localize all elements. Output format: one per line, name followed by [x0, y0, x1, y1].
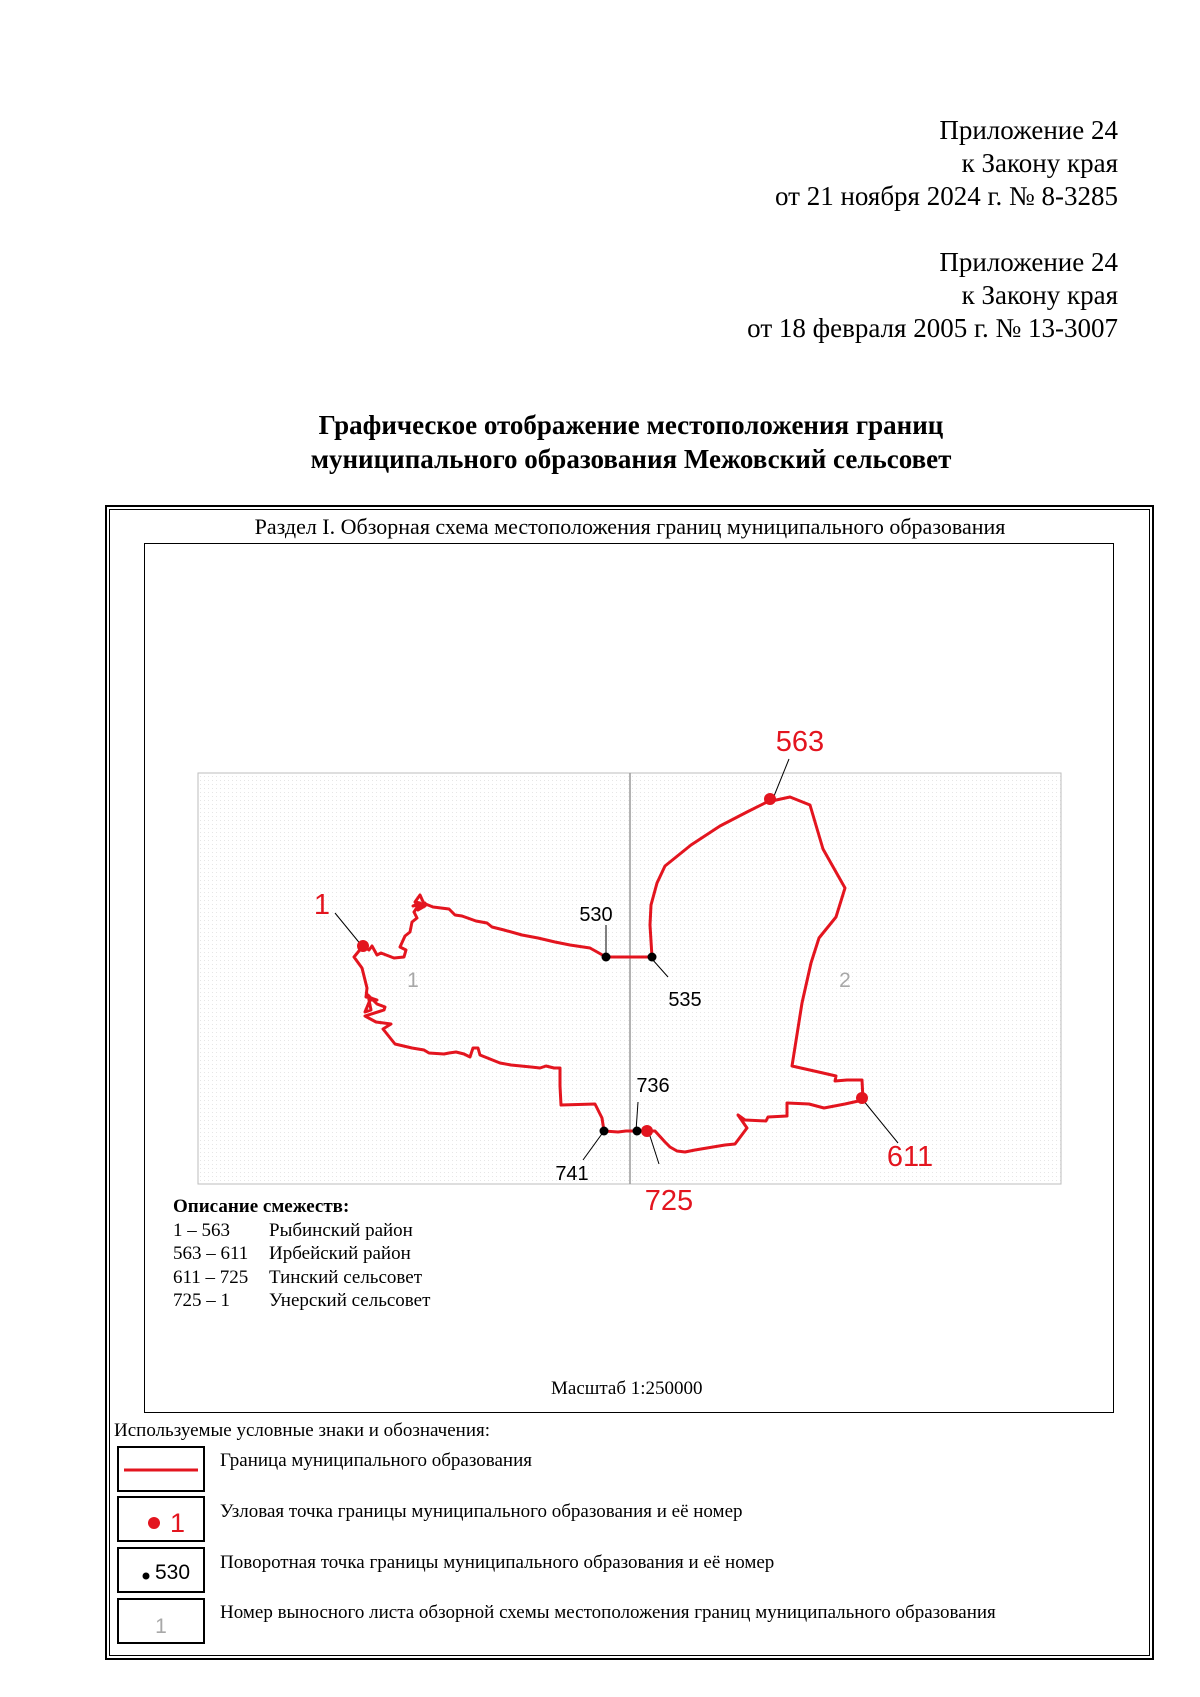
section-title: Раздел I. Обзорная схема местоположения границ муниципального образования: [254, 514, 1006, 539]
nodal-label-563: 563: [775, 726, 825, 758]
turning-label-736: 736: [636, 1075, 670, 1097]
adjacency-row: [173, 1242, 430, 1266]
legend-nodal-number: 1: [170, 1508, 186, 1538]
adjacency-name: Ирбейский район: [269, 1243, 411, 1264]
title-line: Графическое отображение местоположения границ: [318, 410, 944, 440]
adjacency-name: Унерский сельсовет: [269, 1290, 431, 1311]
legend-symbol-turning-point: [117, 1547, 205, 1593]
legend-text-sheet-number: Номер выносного листа обзорной схемы местоположения границ муниципального образования: [220, 1602, 996, 1623]
legend-symbol-sheet-number: [117, 1598, 205, 1644]
turning-point-icon: [119, 1549, 203, 1591]
adjacency-range: 1 – 563: [173, 1219, 230, 1241]
appendix-line: Приложение 24: [939, 115, 1118, 145]
adjacency-name: Рыбинский район: [269, 1219, 413, 1241]
appendix-line: Приложение 24: [939, 247, 1118, 277]
adjacency-row: [173, 1289, 430, 1313]
appendix-line: к Закону края: [961, 280, 1118, 310]
adjacency-range: 725 – 1: [173, 1290, 230, 1311]
map-scale: Масштаб 1:250000: [551, 1378, 703, 1399]
nodal-point-725: [641, 1125, 653, 1137]
nodal-point-611: [856, 1092, 868, 1104]
adjacency-row: [173, 1219, 430, 1243]
turning-point-530: [602, 953, 611, 962]
sheet-number-2: 2: [839, 969, 851, 992]
legend-turning-number: 530: [155, 1561, 191, 1584]
legend-sheet-number: 1: [155, 1615, 167, 1638]
title-line: муниципального образования Межовский сельсовет: [310, 444, 952, 474]
nodal-label-1: 1: [313, 889, 331, 921]
nodal-label-725: 725: [644, 1185, 694, 1217]
sheet-number-1: 1: [407, 969, 419, 992]
nodal-point-1: [357, 940, 369, 952]
appendix-line: от 18 февраля 2005 г. № 13-3007: [747, 313, 1118, 343]
turning-label-535: 535: [668, 989, 702, 1011]
boundary-line-icon: [119, 1448, 203, 1490]
sheet-number-icon: [119, 1600, 203, 1642]
appendix-line: к Закону края: [961, 148, 1118, 178]
turning-label-741: 741: [555, 1163, 589, 1185]
legend-text-nodal-point: Узловая точка границы муниципального образования и её номер: [220, 1501, 743, 1522]
turning-point-535: [648, 953, 657, 962]
adjacency-range: 611 – 725: [173, 1266, 249, 1288]
legend-text-turning-point: Поворотная точка границы муниципального образования и её номер: [220, 1552, 775, 1573]
nodal-label-611: 611: [886, 1141, 934, 1173]
adjacency-range: 563 – 611: [173, 1243, 249, 1264]
legend-text-boundary: Граница муниципального образования: [220, 1450, 532, 1471]
adjacency-row: [173, 1266, 430, 1290]
turning-label-530: 530: [579, 904, 613, 926]
turning-point-736: [633, 1127, 642, 1136]
adjacency-title: Описание смежеств:: [173, 1196, 350, 1217]
appendix-line: от 21 ноября 2024 г. № 8-3285: [775, 181, 1118, 211]
nodal-point-icon: [119, 1498, 203, 1540]
nodal-point-563: [764, 793, 776, 805]
legend-title: Используемые условные знаки и обозначения:: [114, 1420, 491, 1441]
adjacency-name: Тинский сельсовет: [269, 1266, 422, 1288]
legend-symbol-boundary: [117, 1446, 205, 1492]
turning-point-741: [600, 1127, 609, 1136]
legend-symbol-nodal-point: [117, 1496, 205, 1542]
adjacency-description: [173, 1195, 430, 1313]
